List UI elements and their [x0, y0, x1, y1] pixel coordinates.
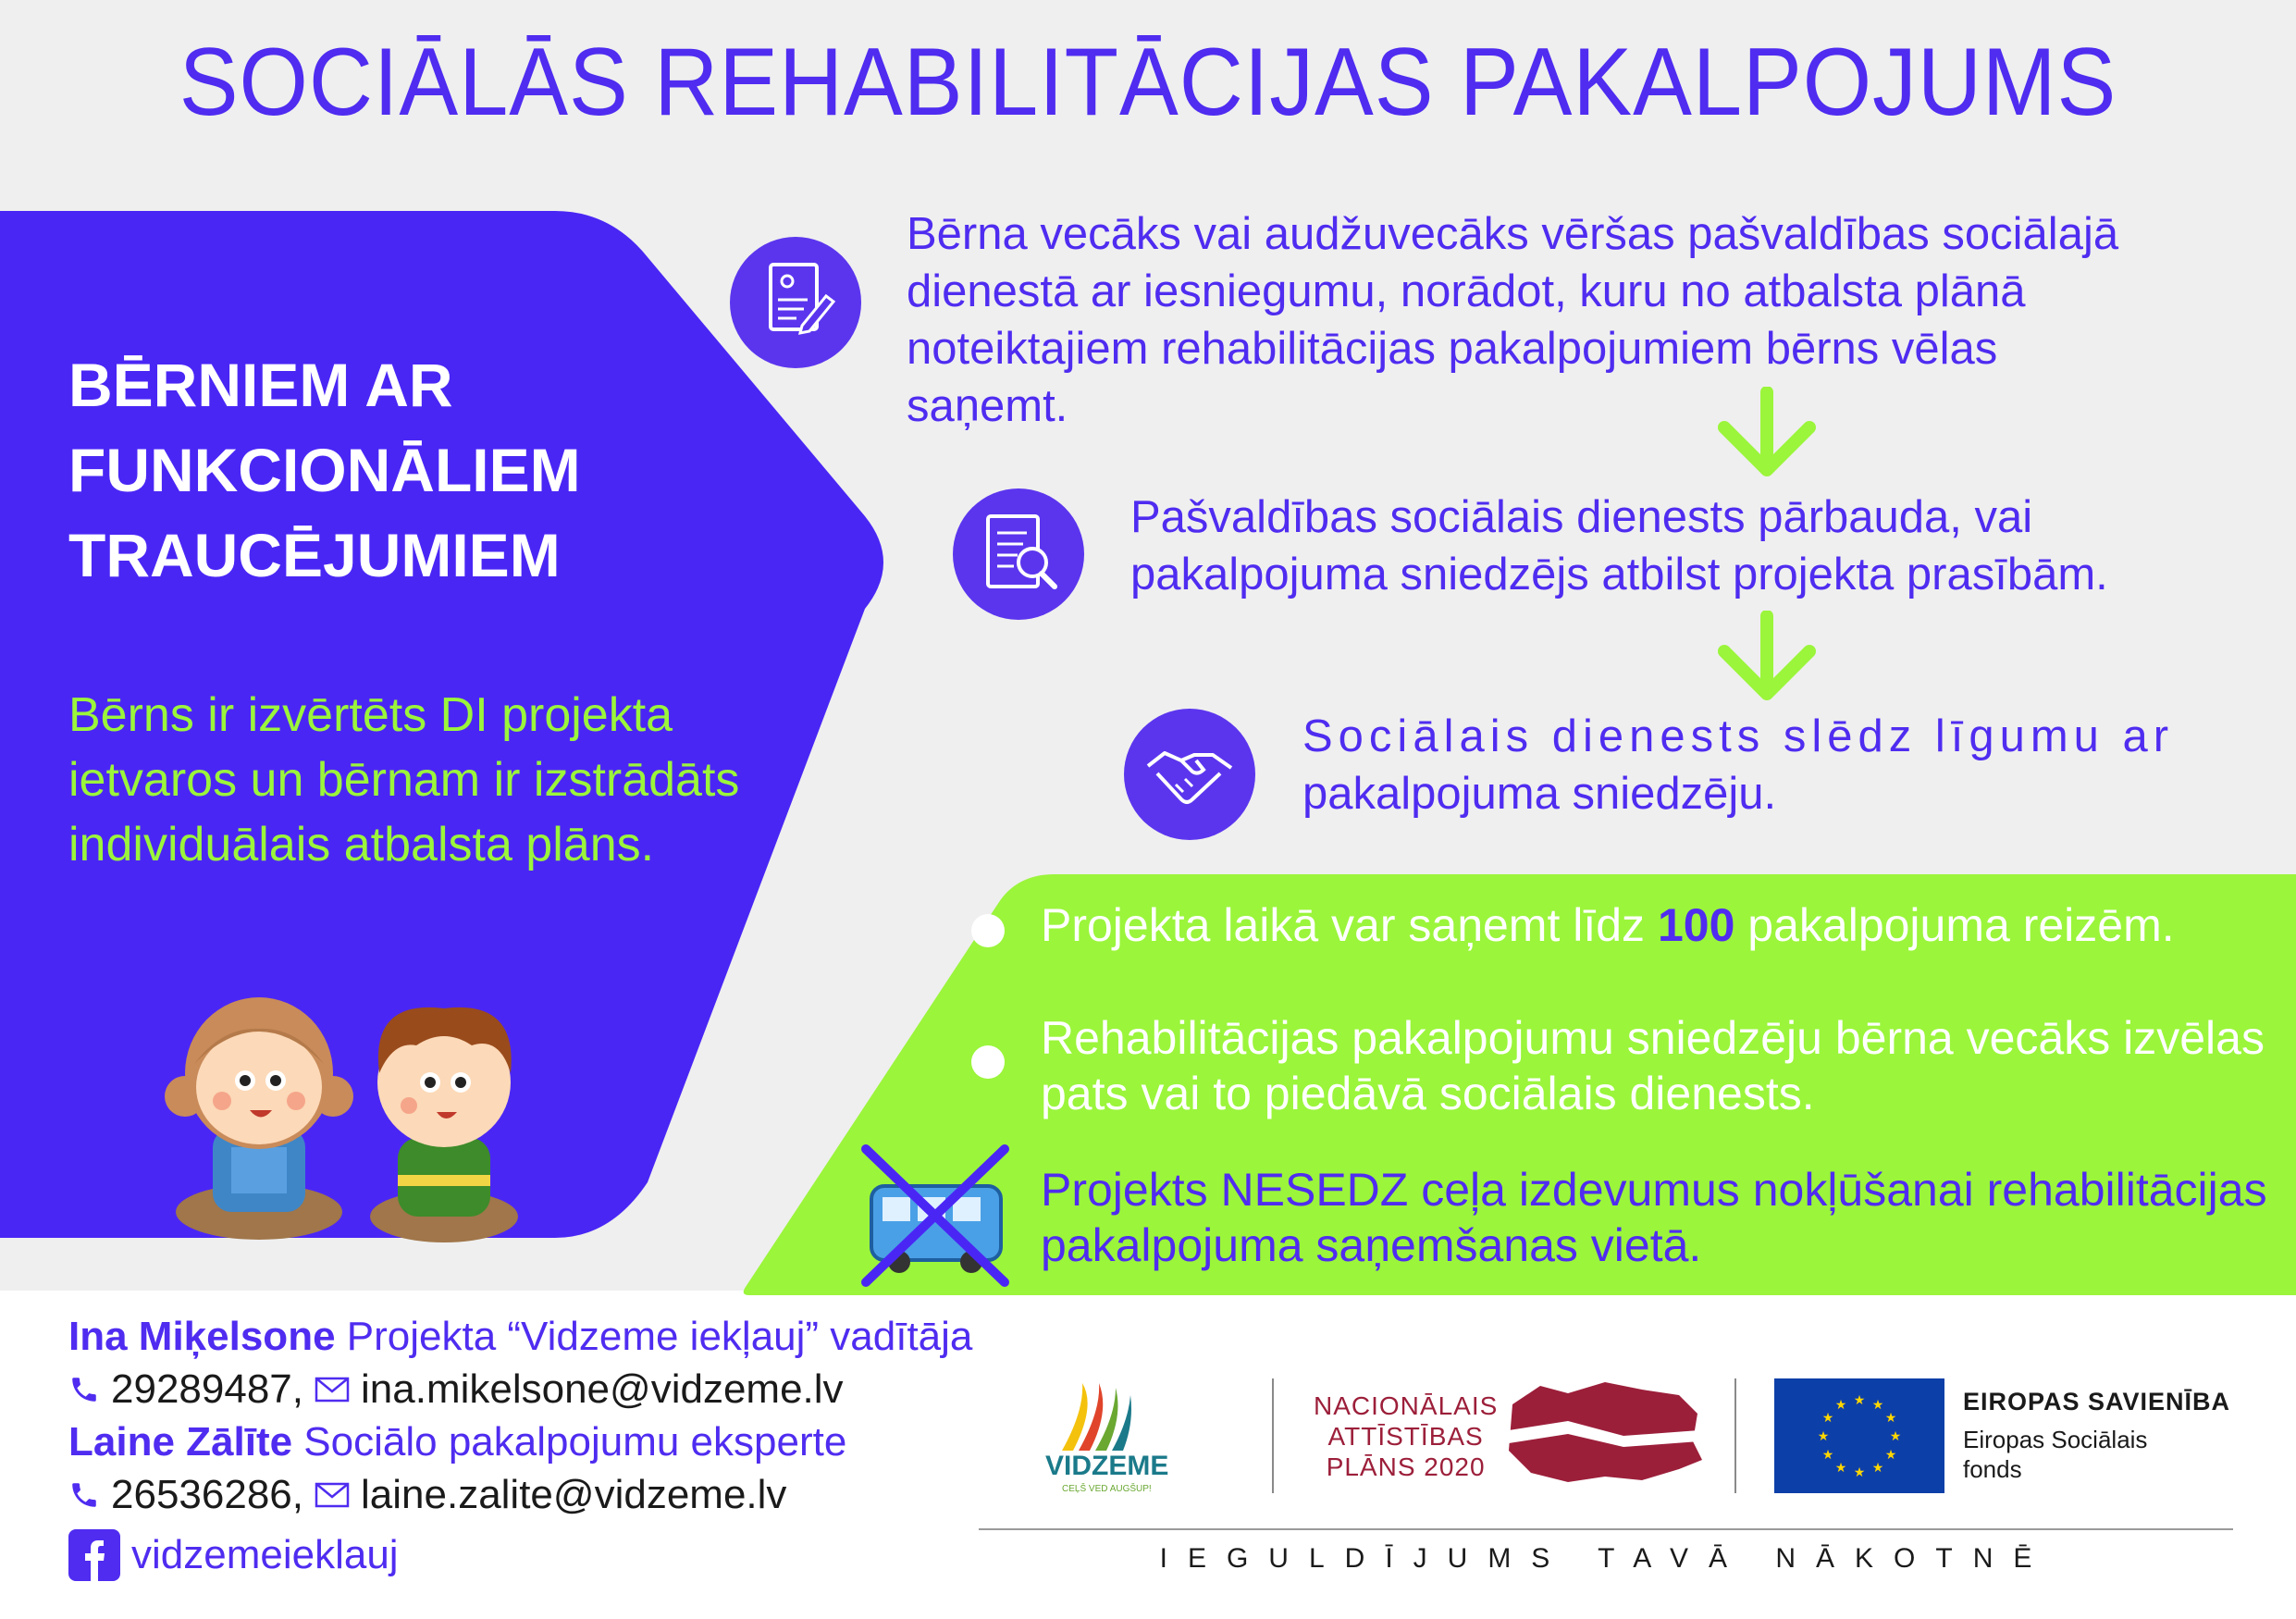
nap-logo-text: [1314, 1390, 1498, 1482]
step-1-text: [907, 205, 2231, 435]
text-line: pakalpojuma sniedzēju.: [1302, 769, 1777, 819]
text-line: Pašvaldības sociālais dienests pārbauda, vai: [1130, 492, 2033, 542]
phone-icon: [68, 1479, 100, 1511]
eu-flag-icon: [1774, 1378, 1944, 1493]
slogan: IEGULDĪJUMS TAVĀ NĀKOTNĒ: [1159, 1543, 2053, 1574]
text-line: pats vai to piedāvā sociālais dienests.: [1041, 1068, 1815, 1119]
text-line: PLĀNS 2020: [1326, 1452, 1486, 1481]
vidzeme-logo-icon: [1045, 1378, 1138, 1452]
text-line: saņemt.: [907, 381, 1068, 431]
text-part: Projekta laikā var saņemt līdz: [1041, 899, 1658, 951]
text-part: pakalpojuma reizēm.: [1734, 899, 2175, 951]
children-illustration: [157, 962, 546, 1258]
bullet-3-text: [1041, 1162, 2267, 1273]
text-line: ATTĪSTĪBAS: [1327, 1422, 1484, 1451]
eu-title: EIROPAS SAVIENĪBA: [1963, 1388, 2231, 1415]
svg-text:★: ★: [1884, 1448, 1897, 1463]
facebook-row: [68, 1528, 972, 1581]
text-line: Projekts NESEDZ ceļa izdevumus nokļūšanai rehabilitācijas: [1041, 1164, 2267, 1216]
contact-details-1: [68, 1363, 972, 1415]
svg-text:★: ★: [1821, 1448, 1834, 1463]
person-name: Ina Miķelsone: [68, 1314, 336, 1359]
heading-line: BĒRNIEM AR: [68, 351, 453, 419]
target-group-heading: [68, 342, 809, 598]
heading-line: FUNKCIONĀLIEM: [68, 436, 581, 504]
eu-fund-text: [1963, 1425, 2147, 1484]
application-form-icon: [730, 237, 861, 368]
logo-divider: [1272, 1378, 1274, 1493]
no-bus-icon: [857, 1143, 1014, 1291]
email-link[interactable]: laine.zalite@vidzeme.lv: [361, 1472, 787, 1517]
bullet-2-text: [1041, 1010, 2265, 1121]
svg-text:★: ★: [1871, 1461, 1884, 1476]
heading-line: TRAUCĒJUMIEM: [68, 521, 561, 589]
arrow-down-icon: [1711, 611, 1822, 703]
text-line: NACIONĀLAIS: [1314, 1391, 1499, 1420]
svg-text:★: ★: [1834, 1461, 1847, 1476]
vidzeme-logo-text: VIDZEME: [1045, 1451, 1169, 1481]
contact-person-2: [68, 1415, 972, 1468]
svg-text:★: ★: [1817, 1429, 1830, 1444]
text-line: Bērns ir izvērtēts DI projekta: [68, 688, 673, 742]
svg-text:★: ★: [1889, 1429, 1902, 1444]
arrow-down-icon: [1711, 387, 1822, 479]
step-2-text: [1130, 488, 2231, 603]
vidzeme-logo-tagline: CEĻŠ VED AUGŠUP!: [1062, 1484, 1152, 1494]
text-line: dienestā ar iesniegumu, norādot, kuru no atbalsta plānā: [907, 266, 2026, 316]
text-line: individuālais atbalsta plāns.: [68, 818, 655, 871]
person-role: Projekta “Vidzeme iekļauj” vadītāja: [335, 1314, 973, 1359]
document-search-icon: [953, 488, 1084, 620]
text-line: Sociālais dienests slēdz līgumu ar: [1302, 711, 2175, 761]
text-line: Bērna vecāks vai audžuvecāks vēršas pašvaldības sociālajā: [907, 209, 2119, 259]
bullet-1-text: [1041, 897, 2175, 953]
person-role: Sociālo pakalpojumu eksperte: [292, 1419, 847, 1465]
envelope-icon: [315, 1481, 350, 1509]
step-3-text: [1302, 708, 2231, 822]
highlight-number: 100: [1657, 899, 1735, 951]
contacts-block: [68, 1310, 972, 1581]
email-link[interactable]: ina.mikelsone@vidzeme.lv: [361, 1366, 844, 1412]
text-line: ietvaros un bērnam ir izstrādāts: [68, 753, 740, 807]
phone-icon: [68, 1374, 100, 1405]
text-line: Rehabilitācijas pakalpojumu sniedzēju bērna vecāks izvēlas: [1041, 1012, 2265, 1064]
svg-text:★: ★: [1821, 1411, 1834, 1426]
svg-text:★: ★: [1853, 1393, 1866, 1408]
eligibility-text: [68, 683, 901, 877]
svg-text:★: ★: [1884, 1411, 1897, 1426]
phone-number[interactable]: 29289487,: [111, 1366, 303, 1412]
svg-text:★: ★: [1834, 1398, 1847, 1413]
boy-icon: [370, 1007, 518, 1242]
footer-divider: [979, 1528, 2233, 1530]
text-line: pakalpojuma sniedzējs atbilst projekta prasībām.: [1130, 550, 2108, 599]
contact-person-1: [68, 1310, 972, 1363]
handshake-icon: [1124, 709, 1255, 840]
bullet-dot: [971, 914, 1005, 947]
person-name: Laine Zālīte: [68, 1419, 293, 1465]
text-line: pakalpojuma saņemšanas vietā.: [1041, 1219, 1702, 1271]
facebook-link[interactable]: vidzemeieklauj: [131, 1532, 399, 1577]
girl-icon: [165, 997, 353, 1240]
svg-text:★: ★: [1871, 1398, 1884, 1413]
logo-divider: [1734, 1378, 1736, 1493]
contact-details-2: [68, 1468, 972, 1521]
text-line: noteiktajiem rehabilitācijas pakalpojumiem bērns vēlas: [907, 324, 1998, 374]
page-title: SOCIĀLĀS REHABILITĀCIJAS PAKALPOJUMS: [179, 29, 2117, 136]
bullet-dot: [971, 1045, 1005, 1079]
text-line: fonds: [1963, 1455, 2022, 1483]
facebook-icon[interactable]: [68, 1529, 120, 1581]
svg-text:★: ★: [1853, 1465, 1866, 1480]
envelope-icon: [315, 1376, 350, 1403]
text-line: Eiropas Sociālais: [1963, 1426, 2148, 1453]
latvia-map-icon: [1503, 1377, 1707, 1488]
phone-number[interactable]: 26536286,: [111, 1472, 303, 1517]
